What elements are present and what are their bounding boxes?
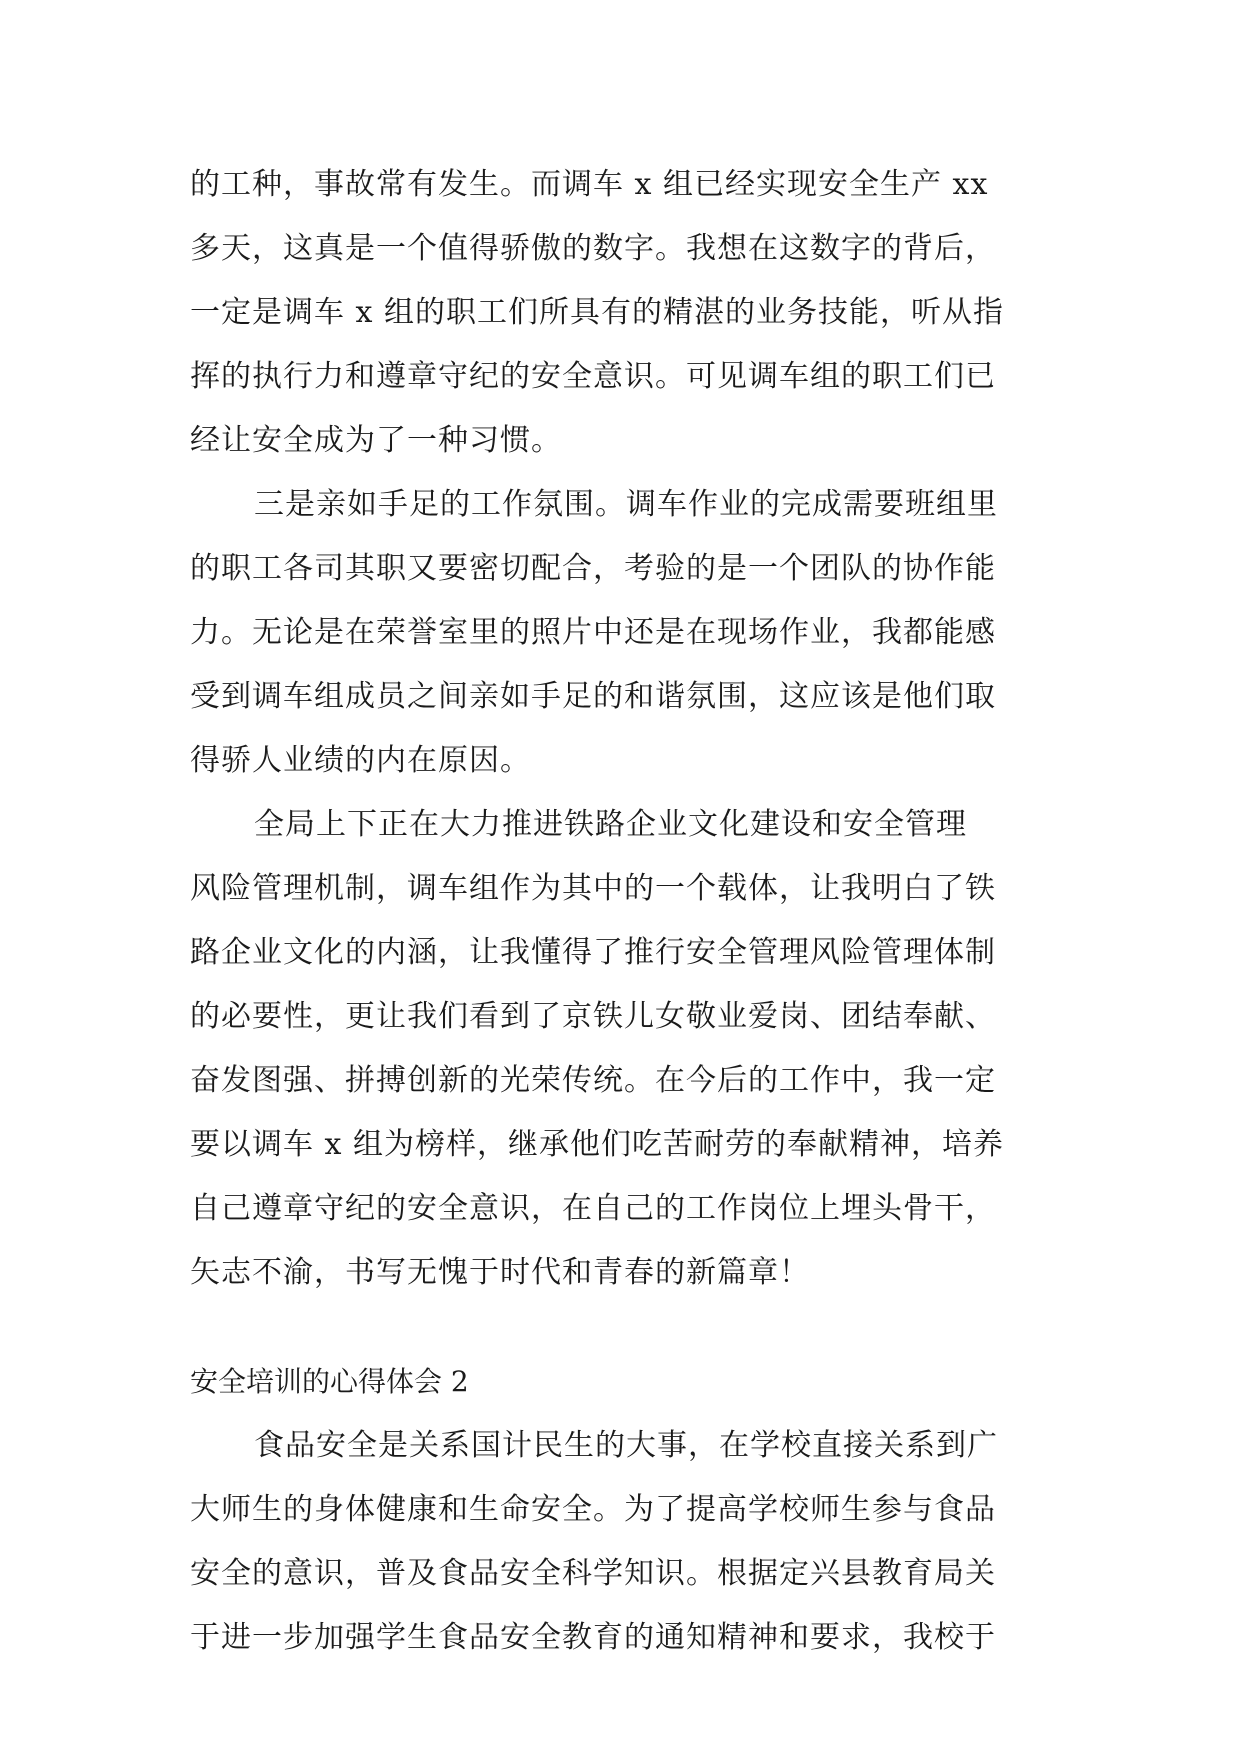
text-line: 一定是调车 x 组的职工们所具有的精湛的业务技能，听从指	[190, 295, 1004, 330]
text-line: 要以调车 x 组为榜样，继承他们吃苦耐劳的奉献精神，培养	[190, 1127, 1004, 1162]
text-line: 的职工各司其职又要密切配合，考验的是一个团队的协作能	[190, 551, 996, 586]
text-line: 得骄人业绩的内在原因。	[190, 743, 531, 778]
text-line: 大师生的身体健康和生命安全。为了提高学校师生参与食品	[190, 1492, 996, 1527]
paragraph-start-line: 全局上下正在大力推进铁路企业文化建设和安全管理	[254, 807, 967, 842]
section-heading: 安全培训的心得体会 2	[190, 1365, 469, 1398]
text-line: 自己遵章守纪的安全意识，在自己的工作岗位上埋头骨干，	[190, 1191, 996, 1226]
text-line: 多天，这真是一个值得骄傲的数字。我想在这数字的背后，	[190, 231, 996, 266]
text-line: 安全的意识，普及食品安全科学知识。根据定兴县教育局关	[190, 1556, 996, 1591]
text-line: 矢志不渝，书写无愧于时代和青春的新篇章！	[190, 1255, 810, 1290]
text-line: 的必要性，更让我们看到了京铁儿女敬业爱岗、团结奉献、	[190, 999, 996, 1034]
text-line: 于进一步加强学生食品安全教育的通知精神和要求，我校于	[190, 1620, 996, 1655]
text-line: 挥的执行力和遵章守纪的安全意识。可见调车组的职工们已	[190, 359, 996, 394]
text-line: 经让安全成为了一种习惯。	[190, 423, 562, 458]
text-line: 风险管理机制，调车组作为其中的一个载体，让我明白了铁	[190, 871, 996, 906]
paragraph-start-line: 食品安全是关系国计民生的大事，在学校直接关系到广	[254, 1428, 998, 1463]
text-line: 奋发图强、拼搏创新的光荣传统。在今后的工作中，我一定	[190, 1063, 996, 1098]
paragraph-start-line: 三是亲如手足的工作氛围。调车作业的完成需要班组里	[254, 487, 998, 522]
text-line: 受到调车组成员之间亲如手足的和谐氛围，这应该是他们取	[190, 679, 996, 714]
text-line: 路企业文化的内涵，让我懂得了推行安全管理风险管理体制	[190, 935, 996, 970]
text-line: 的工种，事故常有发生。而调车 x 组已经实现安全生产 xx	[190, 167, 989, 202]
text-line: 力。无论是在荣誉室里的照片中还是在现场作业，我都能感	[190, 615, 996, 650]
